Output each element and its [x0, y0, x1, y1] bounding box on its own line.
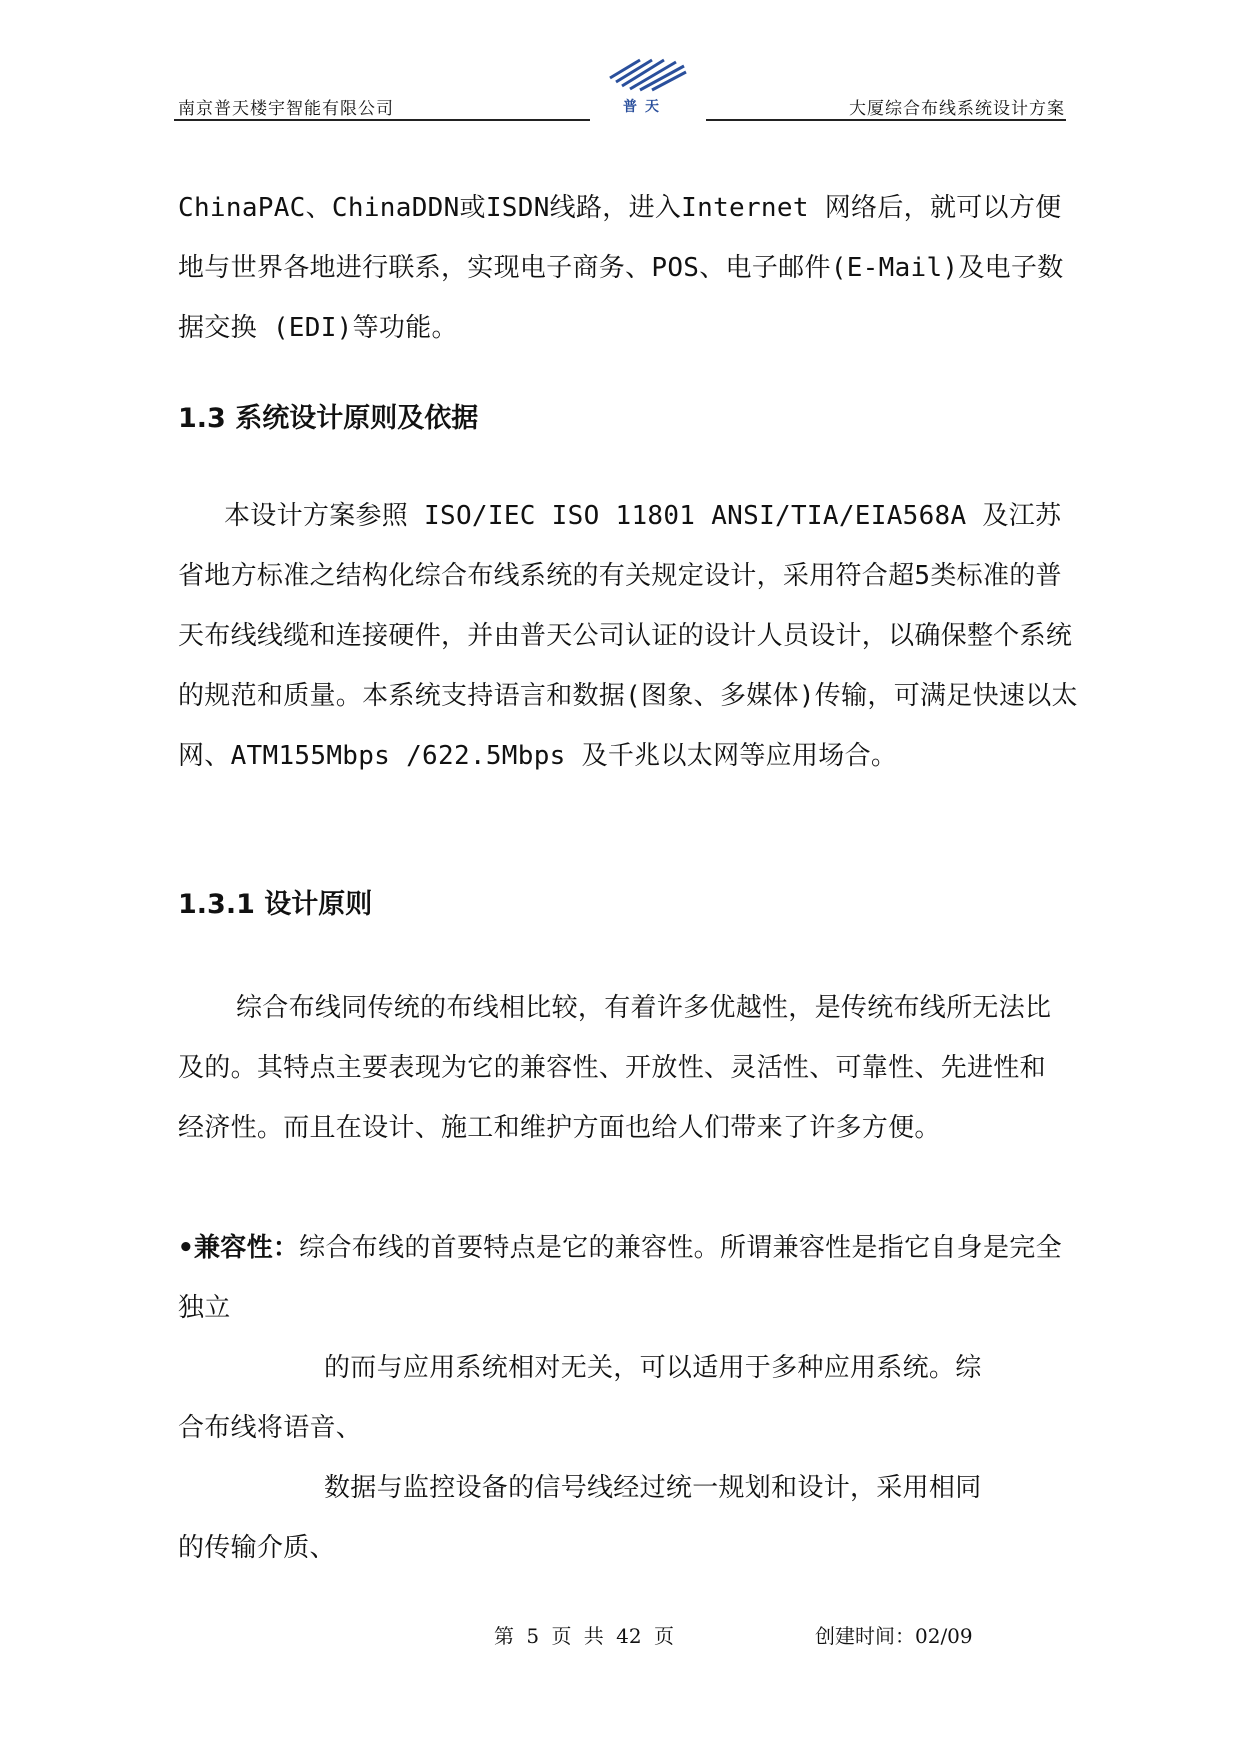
text-line: 合布线将语音、 — [178, 1413, 363, 1443]
header-company: 南京普天楼宇智能有限公司 — [178, 99, 394, 119]
paragraph-compatibility-cont-2 — [178, 1458, 1068, 1578]
logo-text: 普天 — [623, 99, 667, 115]
paragraph-compatibility — [178, 1218, 1068, 1338]
section-heading-1-3-1: 1.3.1 设计原则 — [178, 889, 373, 920]
compatibility-text: 综合布线的首要特点是它的兼容性。所谓兼容性是指它自身是完全独立 — [178, 1233, 1062, 1323]
header-doc-title: 大厦综合布线系统设计方案 — [849, 99, 1065, 119]
footer-page-number: 第 5 页 共 42 页 — [494, 1624, 674, 1648]
section-heading-1-3: 1.3 系统设计原则及依据 — [178, 403, 479, 434]
paragraph-design-principles: 综合布线同传统的布线相比较，有着许多优越性，是传统布线所无法比及的。其特点主要表现为它的兼容性、开放性、灵活性、可靠性、先进性和经济性。而且在设计、施工和维护方面也给人们带来了许多方便。 — [178, 993, 1052, 1143]
bullet-term: 兼容性： — [193, 1233, 300, 1263]
footer-created-date: 创建时间：02/09 — [815, 1624, 973, 1648]
paragraph-compatibility-cont — [178, 1338, 1068, 1458]
company-logo — [600, 56, 690, 118]
paragraph-design-basis: 本设计方案参照 ISO/IEC ISO 11801 ANSI/TIA/EIA568A 及江苏省地方标准之结构化综合布线系统的有关规定设计，采用符合超5类标准的普天布线线缆和连接硬件，并由普天公司认证的设计人员设计，以确保整个系统的规范和质量。本系统支持语言和数据(图象、多媒体)传输，可满足快速以太网、ATM155Mbps /622.5Mbps 及千兆以太网等应用场合。 — [178, 501, 1078, 771]
text-line: 的传输介质、 — [178, 1533, 336, 1563]
text-line: 数据与监控设备的信号线经过统一规划和设计，采用相同 — [324, 1473, 982, 1503]
logo-stripes-icon — [600, 56, 690, 96]
bullet-marker: • — [178, 1233, 194, 1263]
paragraph-network: ChinaPAC、ChinaDDN或ISDN线路，进入Internet 网络后，就可以方便地与世界各地进行联系，实现电子商务、POS、电子邮件(E-Mail)及电子数据交换 (EDI)等功能。 — [178, 193, 1064, 343]
text-line: 的而与应用系统相对无关，可以适用于多种应用系统。综 — [324, 1353, 982, 1383]
header-rule-left — [174, 119, 590, 121]
header-rule-right — [706, 119, 1066, 121]
